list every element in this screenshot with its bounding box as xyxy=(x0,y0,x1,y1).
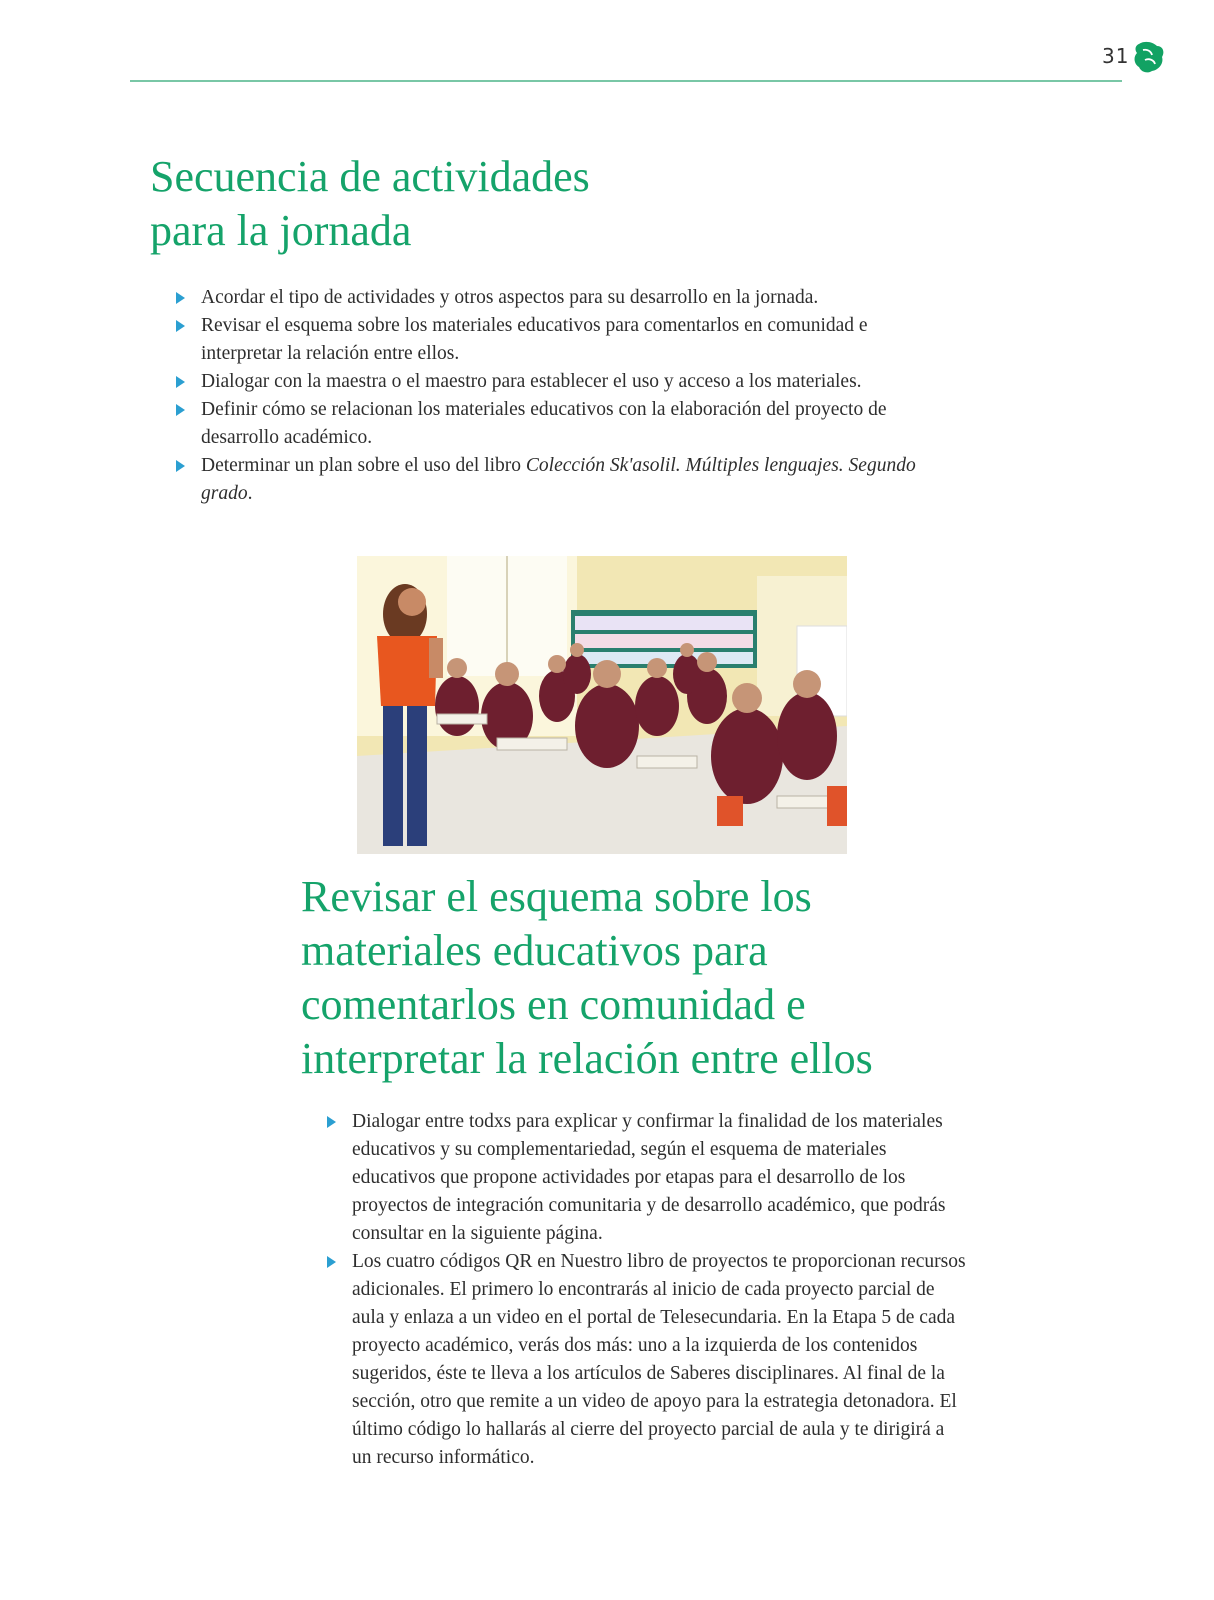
book-title: Colección Sk'asolil. Múltiples lenguajes. Segundo grado xyxy=(201,455,916,504)
title-line: comentarlos en comunidad e xyxy=(301,980,806,1029)
list-item xyxy=(176,368,916,396)
review-list xyxy=(327,1108,967,1472)
page-number: 31 xyxy=(1102,44,1130,68)
list-item xyxy=(327,1108,967,1248)
section-title-revisar xyxy=(301,870,921,1086)
bullet-arrow-icon xyxy=(327,1116,336,1128)
list-item-text: Definir cómo se relacionan los materiales educativos con la elaboración del proyecto de desarrollo académico. xyxy=(201,399,887,448)
title-line: materiales educativos para xyxy=(301,926,768,975)
list-item xyxy=(176,284,916,312)
bullet-arrow-icon xyxy=(176,460,185,472)
list-item-text: Dialogar con la maestra o el maestro para establecer el uso y acceso a los materiales. xyxy=(201,371,862,392)
list-item-text: Revisar el esquema sobre los materiales educativos para comentarlos en comunidad e interpretar la relación entre ellos. xyxy=(201,315,868,364)
green-leaf-mark-icon xyxy=(1133,40,1165,74)
bullet-arrow-icon xyxy=(176,320,185,332)
list-item-text: Determinar un plan sobre el uso del libro xyxy=(201,455,526,476)
header-divider xyxy=(130,80,1122,82)
classroom-photo-icon xyxy=(357,556,847,854)
title-line: interpretar la relación entre ellos xyxy=(301,1034,873,1083)
title-line: Revisar el esquema sobre los xyxy=(301,872,812,921)
list-item xyxy=(176,452,916,508)
list-item xyxy=(176,312,916,368)
bullet-arrow-icon xyxy=(327,1256,336,1268)
bullet-arrow-icon xyxy=(176,404,185,416)
list-item xyxy=(327,1248,967,1472)
title-line: para la jornada xyxy=(150,206,412,255)
list-item-text: Dialogar entre todxs para explicar y confirmar la finalidad de los materiales educativos y su complementariedad, según el esquema de materiales educativos que propone actividades por etapas para el desarrollo de los proyectos de integración comunitaria y de desarrollo académico, que podrás consultar en la siguiente página. xyxy=(352,1111,946,1244)
list-item-text: Los cuatro códigos QR en Nuestro libro de proyectos te proporcionan recursos adicionales. El primero lo encontrarás al inicio de cada proyecto parcial de aula y enlaza a un video en el portal de Telesecundaria. En la Etapa 5 de cada proyecto académico, verás dos más: uno a la izquierda de los contenidos sugeridos, éste te lleva a los artículos de Saberes disciplinares. Al final de la sección, otro que remite a un video de apoyo para la estrategia detonadora. El último código lo hallarás al cierre del proyecto parcial de aula y te dirigirá a un recurso informático. xyxy=(352,1251,966,1468)
list-item-text: Acordar el tipo de actividades y otros aspectos para su desarrollo en la jornada. xyxy=(201,287,819,308)
bullet-arrow-icon xyxy=(176,376,185,388)
section-title-secuencia xyxy=(150,150,750,258)
activity-list xyxy=(176,284,916,508)
title-line: Secuencia de actividades xyxy=(150,152,590,201)
list-item-text: . xyxy=(247,483,253,504)
bullet-arrow-icon xyxy=(176,292,185,304)
list-item xyxy=(176,396,916,452)
